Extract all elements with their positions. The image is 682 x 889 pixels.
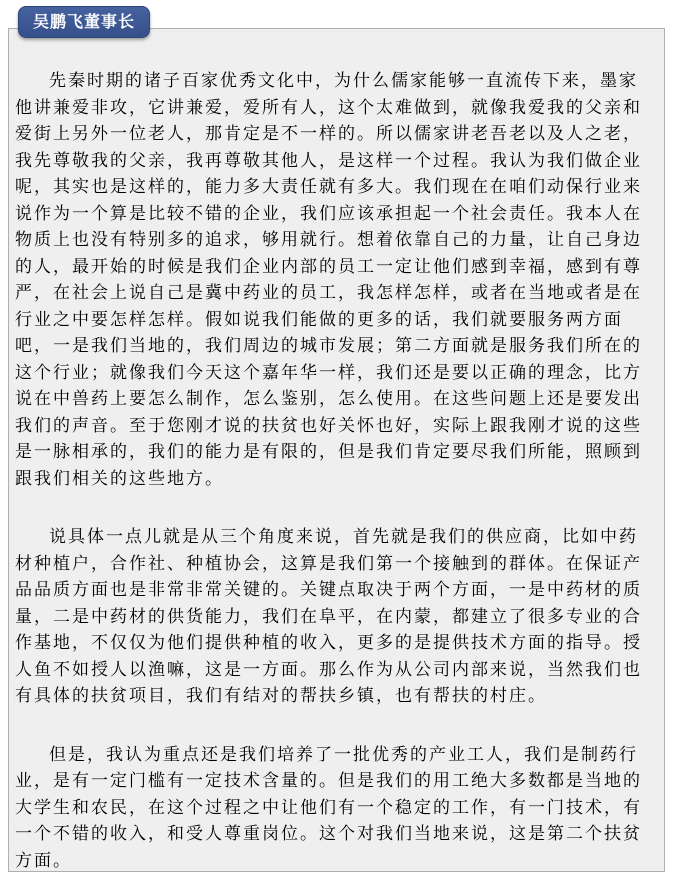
paragraph-1: 先秦时期的诸子百家优秀文化中，为什么儒家能够一直流传下来，墨家他讲兼爱非攻，它讲兼爱，爱所有人，这个太难做到，就像我爱我的父亲和爱街上另外一位老人，那肯定是不一样的。所以儒家讲老吾老以及人之老，我先尊敬我的父亲，我再尊敬其他人，是这样一个过程。我认为我们做企业呢，其实也是这样的，能力多大责任就有多大。我们现在在咱们动保行业来说作为一个算是比较不错的企业，我们应该承担起一个社会责任。我本人在物质上也没有特别多的追求，够用就行。想着依靠自己的力量，让自己身边的人，最开始的时候是我们企业内部的员工一定让他们感到幸福，感到有尊严，在社会上说自己是冀中药业的员工，我怎样怎样，或者在当地或者是在行业之中要怎样怎样。假如说我们能做的更多的话，我们就要服务两方面吧，一是我们当地的，我们周边的城市发展；第二方面就是服务我们所在的这个行业；就像我们今天这个嘉年华一样，我们还是要以正确的理念，比方说在中兽药上要怎么制作，怎么鉴别，怎么使用。在这些问题上还是要发出我们的声音。至于您刚才说的扶贫也好关怀也好，实际上跟我刚才说的这些是一脉相承的，我们的能力是有限的，但是我们肯定要尽我们所能，照顾到跟我们相关的这些地方。 bbox=[15, 71, 642, 489]
paragraph-2: 说具体一点儿就是从三个角度来说，首先就是我们的供应商，比如中药材种植户，合作社、种植协会，这算是我们第一个接触到的群体。在保证产品品质方面也是非常非常关键的。关键点取决于两个方面，一是中药材的质量，二是中药材的供货能力，我们在阜平，在内蒙，都建立了很多专业的合作基地，不仅仅为他们提供种植的收入，更多的是提供技术方面的指导。授人鱼不如授人以渔嘛，这是一方面。那么作为从公司内部来说，当然我们也有具体的扶贫项目，我们有结对的帮扶乡镇，也有帮扶的村庄。 bbox=[15, 527, 642, 706]
speaker-tab bbox=[18, 6, 150, 38]
content-panel bbox=[8, 28, 665, 872]
paragraph-3: 但是，我认为重点还是我们培养了一批优秀的产业工人，我们是制药行业，是有一定门槛有一定技术含量的。但是我们的用工绝大多数都是当地的大学生和农民，在这个过程之中让他们有一个稳定的工作，有一门技术，有一个不错的收入，和受人尊重岗位。这个对我们当地来说，这是第二个扶贫方面。 bbox=[15, 744, 642, 871]
speaker-tab-label: 吴鹏飞董事长 bbox=[33, 12, 136, 31]
